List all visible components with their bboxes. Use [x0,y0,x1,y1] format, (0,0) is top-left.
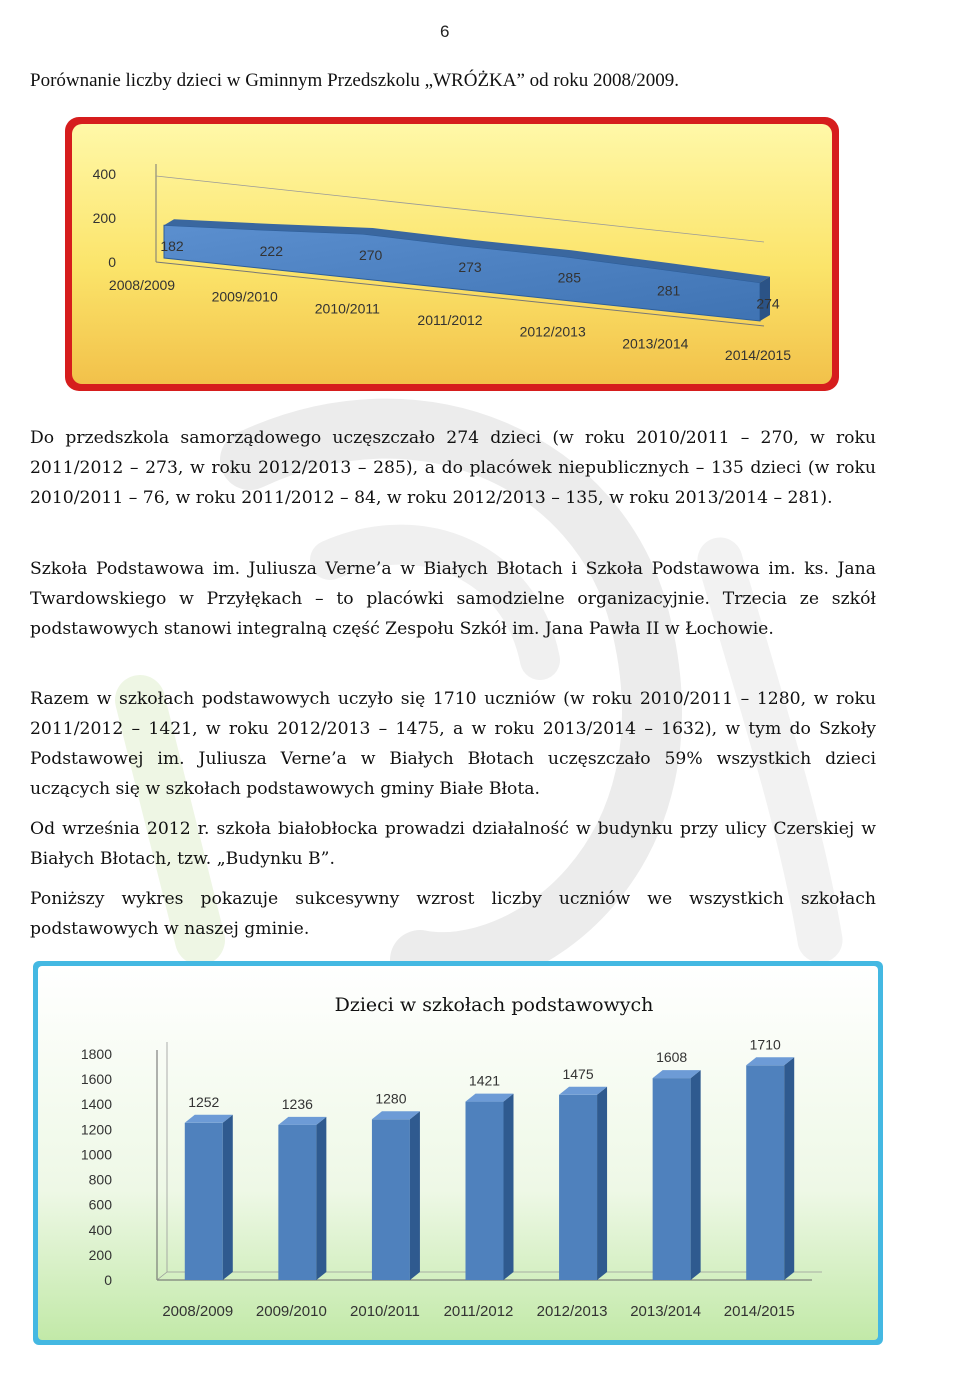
chart1-data-label: 273 [458,258,482,275]
chart2-y-tick: 1600 [80,1071,112,1088]
chart1-data-label: 270 [358,247,383,263]
paragraph-kindergarten: Do przedszkola samorządowego uczęszczało 274 dzieci (w roku 2010/2011 – 270, w roku 2011/2012 – 273, w roku 2012/2013 – 285), a do placówek niepublicznych – 135 dzieci (w roku 2010/2011 – 76, w roku 2011/2012 – 84, w roku 2012/2013 – 135, w roku 2013/2014 – 281). [30,428,876,508]
page-number: 6 [440,22,450,41]
chart2-bar-side [784,1057,794,1280]
paragraph-building: Od września 2012 r. szkoła białobłocka prowadzi działalność w budynku przy ulicy Czerskiej w Białych Błotach, tzw. „Budynku B”. [30,819,876,869]
chart2-data-label: 1421 [468,1072,501,1089]
chart2-data-label: 1475 [562,1065,594,1082]
chart2-bar [653,1078,691,1280]
chart2-category-label: 2010/2011 [350,1303,420,1320]
paragraph-pupils: Razem w szkołach podstawowych uczyło się 1710 uczniów (w roku 2010/2011 – 1280, w roku 2011/2012 – 1421, w roku 2012/2013 – 1475, a w roku 2013/2014 – 1632), w tym do Szkoły Podstawowej im. Juliusza Verne’a w Białych Błotach uczęszczało 59% wszystkich dzieci uczących się w szkołach podstawowych gminy Białe Błota. [30,689,876,799]
chart2-title: Dzieci w szkołach podstawowych [334,994,654,1016]
chart2-bar [372,1119,410,1280]
chart2-bar-side [597,1087,607,1280]
chart1-data-label: 281 [656,282,681,299]
chart1-data-label: 285 [557,269,582,286]
chart2-data-label: 1236 [281,1095,313,1112]
chart2-bar-side [410,1111,420,1280]
chart1-category-label: 2013/2014 [622,335,689,352]
chart2-bar [746,1065,784,1280]
chart2-bar-side [691,1070,701,1280]
chart1-category-label: 2008/2009 [108,277,176,293]
chart2-y-tick: 200 [88,1246,112,1263]
chart2-data-label: 1710 [749,1036,781,1053]
chart1-y-tick: 400 [92,166,116,182]
chart2-y-tick: 400 [88,1221,112,1238]
chart2-category-label: 2013/2014 [630,1303,702,1320]
chart1-y-tick: 0 [108,254,116,270]
chart2-y-tick: 1800 [80,1046,112,1062]
chart2-category-label: 2011/2012 [443,1303,514,1320]
page-heading: Porównanie liczby dzieci w Gminnym Przedszkolu „WRÓŻKA” od roku 2008/2009. [30,70,680,91]
chart2-category-label: 2009/2010 [255,1303,327,1320]
chart2-data-label: 1252 [188,1093,220,1110]
paragraph-chart-intro: Poniższy wykres pokazuje sukcesywny wzrost liczby uczniów we wszystkich szkołach podstawowych w naszej gminie. [30,889,876,939]
primary-schools-chart [32,960,884,1346]
chart2-bar [278,1125,316,1280]
chart2-y-tick: 1400 [80,1096,112,1113]
chart2-bar [466,1102,504,1280]
chart2-y-tick: 1000 [80,1146,112,1163]
chart1-data-label: 222 [259,243,284,260]
chart1-category-label: 2011/2012 [417,312,483,328]
chart1-y-tick: 200 [92,210,116,226]
paragraph-schools: Szkoła Podstawowa im. Juliusza Verne’a w Białych Błotach i Szkoła Podstawowa im. ks. Jana Twardowskiego w Przyłękach – to placówki samodzielne organizacyjnie. Trzecia ze szkół podstawowych stanowi integralną część Zespołu Szkół im. Jana Pawła II w Łochowie. [30,559,876,639]
chart1-category-label: 2009/2010 [211,288,278,305]
chart1-category-label: 2010/2011 [314,300,380,317]
chart2-category-label: 2008/2009 [162,1303,234,1320]
chart2-bar [185,1123,223,1280]
chart2-bar [559,1095,597,1280]
chart2-data-label: 1280 [375,1090,407,1107]
chart2-category-label: 2012/2013 [536,1303,608,1320]
chart2-data-label: 1608 [656,1049,688,1066]
chart2-y-tick: 1200 [80,1121,112,1138]
kindergarten-chart [64,116,840,392]
chart1-data-label: 274 [756,295,780,312]
chart2-bar-side [316,1117,326,1280]
chart2-bar-side [223,1115,233,1280]
chart1-category-label: 2014/2015 [724,347,792,363]
chart2-y-tick: 800 [88,1171,112,1188]
chart2-y-tick: 0 [104,1272,112,1288]
chart2-y-tick: 600 [88,1196,112,1213]
chart2-category-label: 2014/2015 [723,1303,795,1320]
chart2-bar-side [504,1094,514,1280]
chart1-category-label: 2012/2013 [519,323,586,340]
chart1-data-label: 182 [160,238,184,255]
